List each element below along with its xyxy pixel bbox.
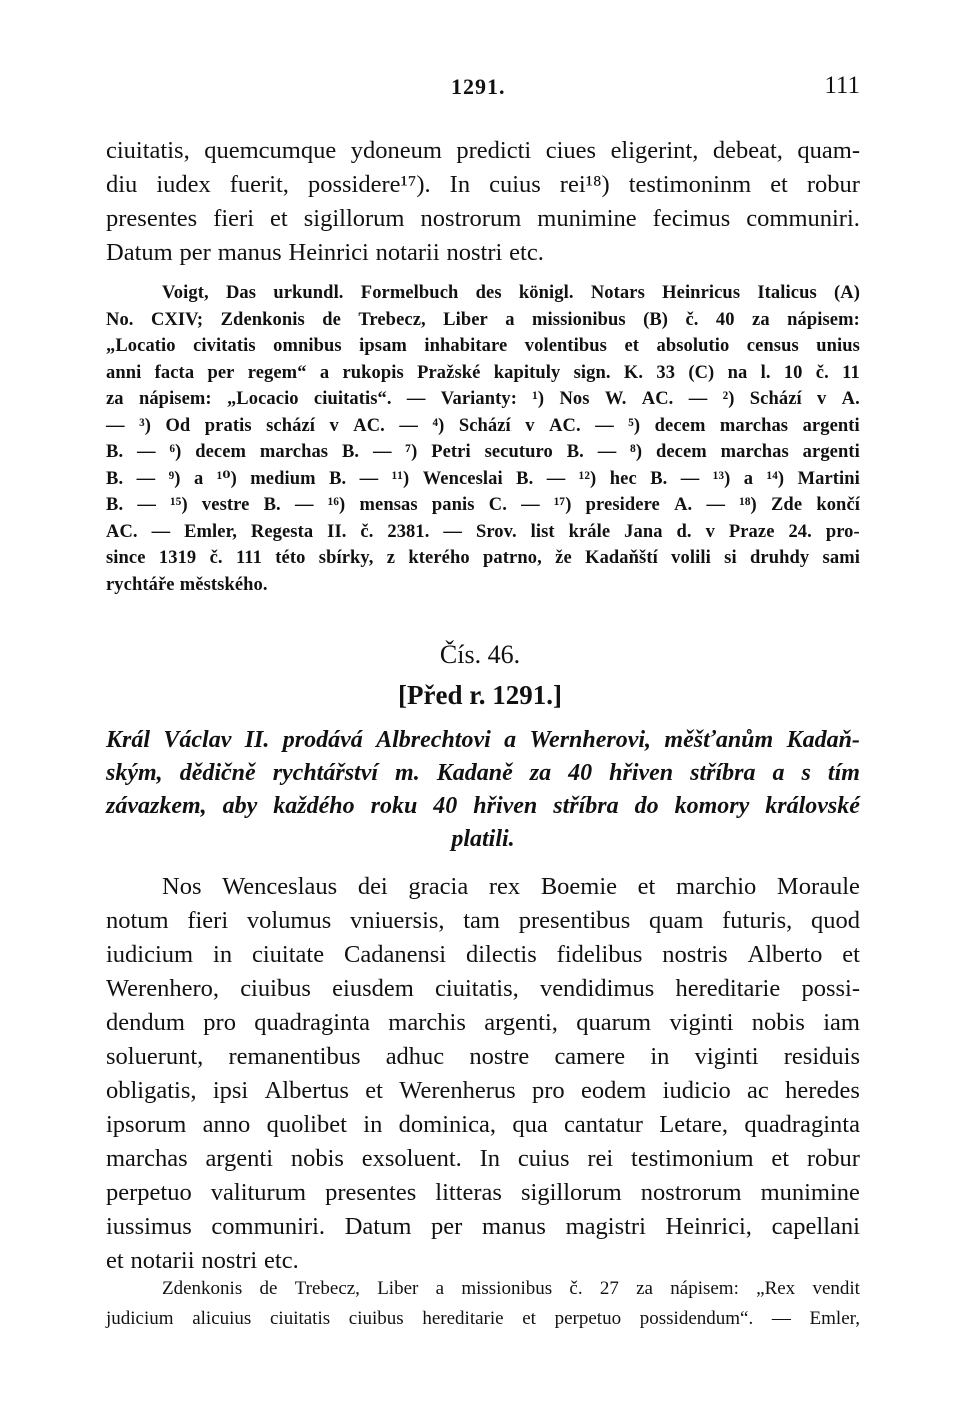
text-line: B. — ¹⁵) vestre B. — ¹⁶) mensas panis C. — ¹⁷) presidere A. — ¹⁸) Zde končí xyxy=(106,495,860,515)
text-line: Nos Wenceslaus dei gracia rex Boemie et marchio Moraule xyxy=(162,873,860,900)
continuation-paragraph xyxy=(106,134,860,270)
text-line: B. — ⁶) decem marchas B. — ⁷) Petri secuturo B. — ⁸) decem marchas argenti xyxy=(106,442,860,462)
document-date: [Před r. 1291.] xyxy=(398,680,562,710)
text-line: dendum pro quadraginta marchis argenti, quarum viginti nobis iam xyxy=(106,1009,860,1036)
text-line: ským, dědičně rychtářství m. Kadaně za 40 hřiven stříbra a s tím xyxy=(106,760,860,786)
text-line: presentes fieri et sigillorum nostrorum munimine fecimus communiri. xyxy=(106,205,860,232)
text-line: B. — ⁹) a ¹⁰) medium B. — ¹¹) Wenceslai B. — ¹²) hec B. — ¹³) a ¹⁴) Martini xyxy=(106,468,860,489)
text-line: Datum per manus Heinrici notarii nostri etc. xyxy=(106,239,544,266)
text-line: AC. — Emler, Regesta II. č. 2381. — Srov. list krále Jana d. v Praze 24. pro- xyxy=(106,521,860,542)
text-line: judicium alicuius ciuitatis ciuibus hereditarie et perpetuo possidendum“. — Emler, xyxy=(106,1308,860,1329)
document-number: Čís. 46. xyxy=(439,640,521,669)
text-line: rychtáře městského. xyxy=(106,574,268,595)
text-line: „Locatio civitatis omnibus ipsam inhabitare volentibus et absolutio census unius xyxy=(106,336,860,356)
text-line: Voigt, Das urkundl. Formelbuch des königl. Notars Heinricus Italicus (A) xyxy=(162,283,860,303)
text-line: perpetuo valiturum presentes litteras sigillorum nostrorum munimine xyxy=(106,1179,860,1206)
text-line: Werenhero, ciuibus eiusdem ciuitatis, vendidimus hereditarie possi- xyxy=(106,975,860,1002)
text-line: ciuitatis, quemcumque ydoneum predicti ciues eligerint, debeat, quam- xyxy=(106,137,860,164)
text-line: za nápisem: „Locacio ciuitatis“. — Varianty: ¹) Nos W. AC. — ²) Schází v A. xyxy=(106,389,860,409)
text-line: No. CXIV; Zdenkonis de Trebecz, Liber a missionibus (B) č. 40 za nápisem: xyxy=(106,309,860,330)
text-line: Král Václav II. prodává Albrechtovi a Wernherovi, měšťanům Kadaň- xyxy=(106,727,860,753)
text-line: diu iudex fuerit, possidere¹⁷). In cuius rei¹⁸) testimoninm et robur xyxy=(106,171,860,198)
page-number: 111 xyxy=(824,72,860,99)
text-line: — ³) Od pratis schází v AC. — ⁴) Schází v AC. — ⁵) decem marchas argenti xyxy=(106,415,860,436)
text-line: iudicium in ciuitate Cadanensi dilectis fidelibus nostris Alberto et xyxy=(106,941,860,968)
text-line: Zdenkonis de Trebecz, Liber a missionibus č. 27 za nápisem: „Rex vendit xyxy=(162,1278,860,1299)
text-line: obligatis, ipsi Albertus et Werenherus pro eodem iudicio ac heredes xyxy=(106,1077,860,1104)
text-line: et notarii nostri etc. xyxy=(106,1247,299,1274)
editorial-note xyxy=(106,280,860,598)
text-line: iussimus communiri. Datum per manus magistri Heinrici, capellani xyxy=(106,1213,860,1240)
charter-text xyxy=(106,870,860,1278)
text-line: anni facta per regem“ a rukopis Pražské kapituly sign. K. 33 (C) na l. 10 č. 11 xyxy=(106,362,860,383)
text-line: platili. xyxy=(451,826,515,852)
source-reference xyxy=(106,1274,860,1334)
header-year: 1291. xyxy=(451,74,506,99)
text-line: notum fieri volumus vniuersis, tam presentibus quam futuris, quod xyxy=(106,907,860,934)
text-line: marchas argenti nobis exsoluent. In cuius rei testimonium et robur xyxy=(106,1145,860,1172)
text-line: since 1319 č. 111 této sbírky, z kterého patrno, že Kadaňští volili si druhdy sami xyxy=(106,548,860,568)
text-line: soluerunt, remanentibus adhuc nostre camere in viginti residuis xyxy=(106,1043,860,1070)
text-line: ipsorum anno quolibet in dominica, qua cantatur Letare, quadraginta xyxy=(106,1111,860,1138)
running-header xyxy=(106,70,860,106)
document-summary xyxy=(106,724,860,856)
text-line: závazkem, aby každého roku 40 hřiven stříbra do komory královské xyxy=(106,793,860,819)
